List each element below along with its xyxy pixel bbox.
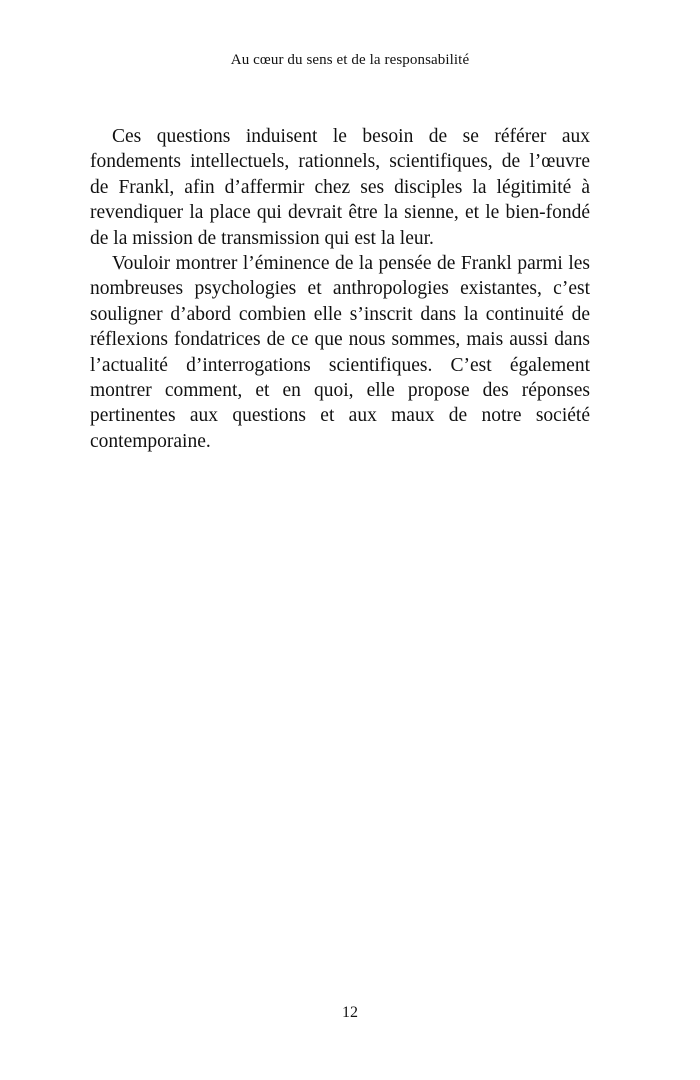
paragraph: Ces questions induisent le besoin de se référer aux fondements intellectuels, rationnels, scientifiques, de l’œuvre de Frankl, afin d’affermir chez ses disciples la légitimité à revendiquer la place qui devrait être la sienne, et le bien-fondé de la mission de transmission qui est la leur. (90, 126, 590, 249)
body-text (90, 124, 590, 454)
page-number: 12 (342, 1004, 358, 1021)
paragraph: Vouloir montrer l’éminence de la pensée de Frankl parmi les nombreuses psychologies et anthropologies existantes, c’est souligner d’abord combien elle s’inscrit dans la continuité de réflexions fondatrices de ce que nous sommes, mais aussi dans l’actualité d’interrogations scientifiques. C’est également montrer comment, et en quoi, elle propose des réponses pertinentes aux questions et aux maux de notre société contemporaine. (90, 253, 590, 452)
running-title: Au cœur du sens et de la responsabilité (230, 52, 470, 68)
